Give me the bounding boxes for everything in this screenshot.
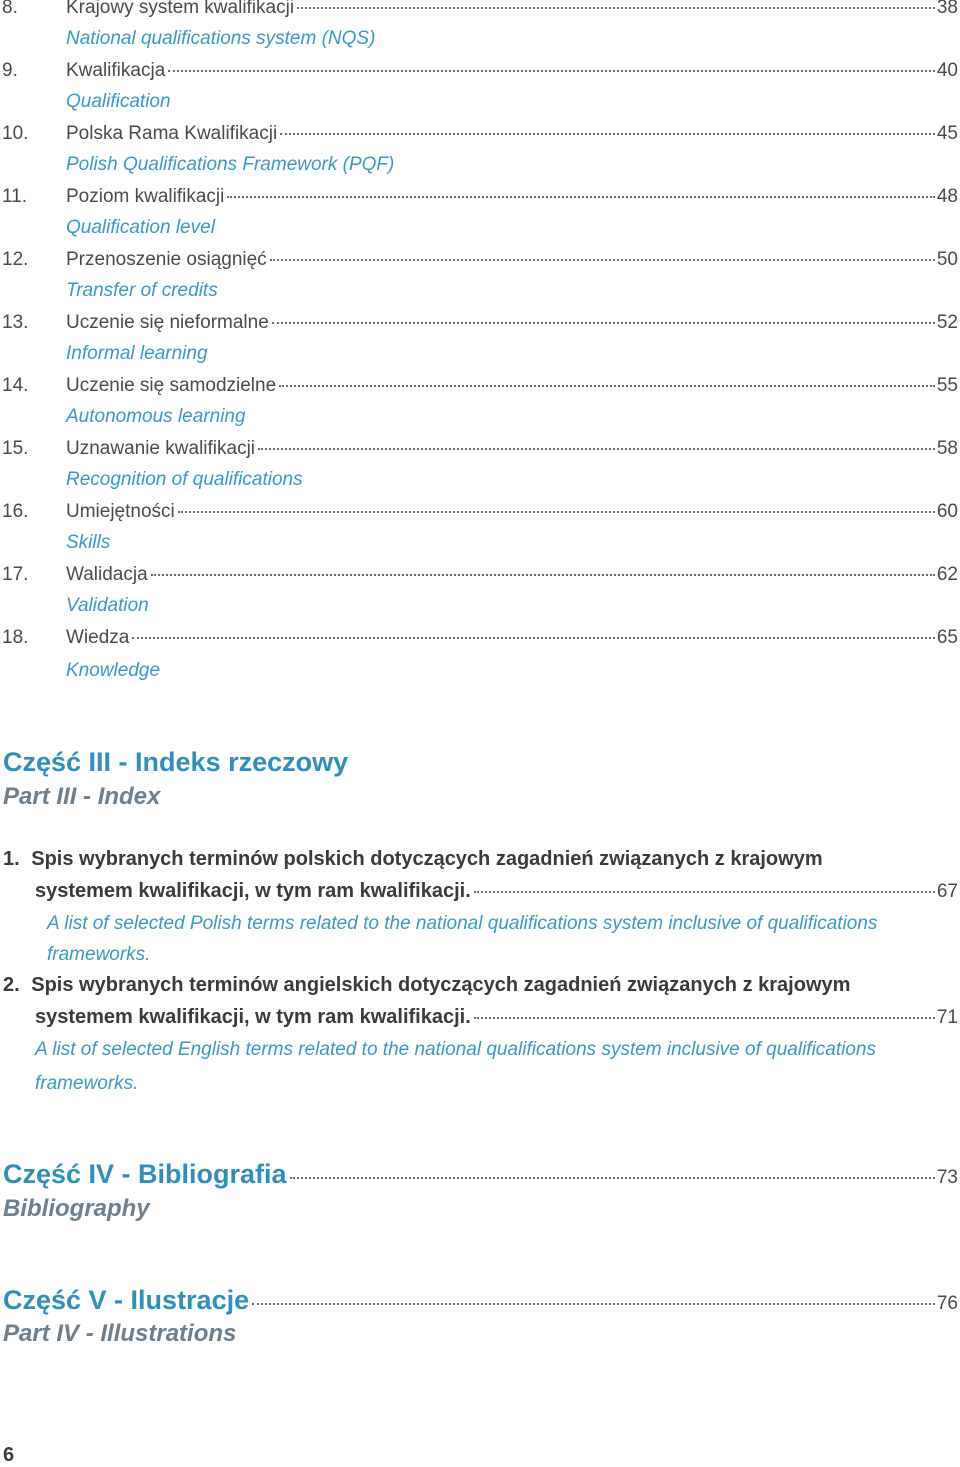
toc-entry-subtitle: Recognition of qualifications (66, 469, 303, 490)
toc-entry-13[interactable] (0, 312, 958, 334)
toc-entry-label: Przenoszenie osiągnięć (66, 249, 267, 270)
toc-entry-number: 10. (2, 123, 29, 144)
part-5-page: 76 (936, 1293, 958, 1314)
toc-entry-14[interactable] (0, 375, 958, 397)
index-item-2-desc-line1: A list of selected English terms related to the national qualifications system inclusive of qualifications (35, 1039, 877, 1060)
toc-entry-15[interactable] (0, 438, 958, 460)
toc-entry-page: 65 (936, 627, 958, 648)
dotted-leader (151, 574, 935, 576)
toc-entry-subtitle: Qualification (66, 91, 171, 112)
part-3-subheading: Part III - Index (3, 783, 161, 810)
toc-entry-12[interactable] (0, 249, 958, 271)
toc-entry-page: 62 (936, 564, 958, 585)
toc-entry-17[interactable] (0, 564, 958, 586)
part-4-line[interactable] (3, 1159, 958, 1190)
dotted-leader (279, 385, 935, 387)
index-item-1-line[interactable] (35, 880, 958, 903)
toc-entry-10[interactable] (0, 123, 958, 145)
part-5-line[interactable] (3, 1285, 958, 1316)
dotted-leader (270, 259, 935, 261)
part-4-page: 73 (936, 1167, 958, 1188)
index-item-1-desc-line1: A list of selected Polish terms related to the national qualifications system inclusive of qualifications (47, 913, 878, 934)
toc-entry-16[interactable] (0, 501, 958, 523)
toc-entry-label: Kwalifikacja (66, 60, 166, 81)
dotted-leader (290, 1177, 935, 1179)
toc-entry-page: 52 (936, 312, 958, 333)
dotted-leader (168, 70, 935, 72)
page-number: 6 (3, 1444, 15, 1466)
dotted-leader (227, 196, 934, 198)
toc-entry-page: 40 (936, 60, 958, 81)
toc-entry-number: 9. (2, 60, 18, 81)
toc-entry-number: 14. (2, 375, 29, 396)
index-item-2-title-line1 (3, 974, 850, 997)
toc-entry-subtitle: Skills (66, 532, 111, 553)
toc-entry-subtitle: Informal learning (66, 343, 208, 364)
index-item-2-page: 71 (936, 1007, 958, 1028)
toc-entry-label: Poziom kwalifikacji (66, 186, 225, 207)
index-item-1-title-line2: systemem kwalifikacji, w tym ram kwalifikacji. (35, 880, 471, 902)
toc-entry-18[interactable] (0, 627, 958, 649)
toc-entry-label: Uczenie się nieformalne (66, 312, 269, 333)
dotted-leader (258, 448, 935, 450)
toc-entry-subtitle: Knowledge (66, 660, 161, 681)
toc-entry-label: Uznawanie kwalifikacji (66, 438, 256, 459)
toc-entry-label: Uczenie się samodzielne (66, 375, 277, 396)
toc-entry-subtitle: Autonomous learning (66, 406, 246, 427)
toc-entry-label: Polska Rama Kwalifikacji (66, 123, 278, 144)
toc-entry-9[interactable] (0, 60, 958, 82)
index-item-2-title-line2: systemem kwalifikacji, w tym ram kwalifikacji. (35, 1006, 471, 1028)
index-item-1-page: 67 (936, 881, 958, 902)
toc-entry-number: 13. (2, 312, 29, 333)
index-item-2-title-text: Spis wybranych terminów angielskich dotyczących zagadnień związanych z krajowym (31, 974, 851, 996)
index-item-2-line[interactable] (35, 1006, 958, 1029)
toc-entry-page: 48 (936, 186, 958, 207)
part-3-heading: Część III - Indeks rzeczowy (3, 747, 349, 777)
toc-entry-page: 58 (936, 438, 958, 459)
toc-entry-page: 55 (936, 375, 958, 396)
toc-entry-number: 11. (2, 186, 28, 207)
part-5-subheading: Part IV - Illustrations (3, 1320, 237, 1347)
toc-entry-8[interactable] (0, 0, 958, 19)
index-item-2-desc-line2: frameworks. (35, 1073, 139, 1094)
toc-entry-number: 18. (2, 627, 29, 648)
toc-entry-page: 38 (936, 0, 958, 18)
toc-entry-label: Umiejętności (66, 501, 175, 522)
toc-entry-page: 45 (936, 123, 958, 144)
toc-entry-label: Krajowy system kwalifikacji (66, 0, 295, 18)
index-item-1-title-line1 (3, 848, 823, 871)
index-item-2-number: 2. (3, 974, 20, 996)
toc-entry-11[interactable] (0, 186, 958, 208)
toc-entry-subtitle: Validation (66, 595, 149, 616)
dotted-leader (132, 637, 935, 639)
dotted-leader (272, 322, 935, 324)
toc-entry-subtitle: Polish Qualifications Framework (PQF) (66, 154, 395, 175)
part-4-subheading: Bibliography (3, 1195, 150, 1222)
toc-entry-number: 8. (2, 0, 18, 18)
index-item-1-desc-line2: frameworks. (47, 944, 151, 965)
part-4-heading: Część IV - Bibliografia (3, 1159, 287, 1189)
toc-entry-page: 50 (936, 249, 958, 270)
toc-entry-label: Wiedza (66, 627, 130, 648)
toc-entry-number: 17. (2, 564, 29, 585)
index-item-1-number: 1. (3, 848, 20, 870)
dotted-leader (252, 1303, 935, 1305)
toc-entry-page: 60 (936, 501, 958, 522)
toc-entry-number: 15. (2, 438, 29, 459)
toc-entry-subtitle: Transfer of credits (66, 280, 218, 301)
index-item-1-title-text: Spis wybranych terminów polskich dotyczących zagadnień związanych z krajowym (31, 848, 823, 870)
toc-entry-subtitle: Qualification level (66, 217, 215, 238)
dotted-leader (178, 511, 935, 513)
toc-entry-number: 16. (2, 501, 29, 522)
toc-entry-subtitle: National qualifications system (NQS) (66, 28, 376, 49)
dotted-leader (280, 133, 935, 135)
part-5-heading: Część V - Ilustracje (3, 1285, 250, 1315)
dotted-leader (474, 1017, 935, 1019)
dotted-leader (474, 891, 935, 893)
toc-entry-number: 12. (2, 249, 29, 270)
toc-entry-label: Walidacja (66, 564, 148, 585)
dotted-leader (297, 7, 935, 9)
